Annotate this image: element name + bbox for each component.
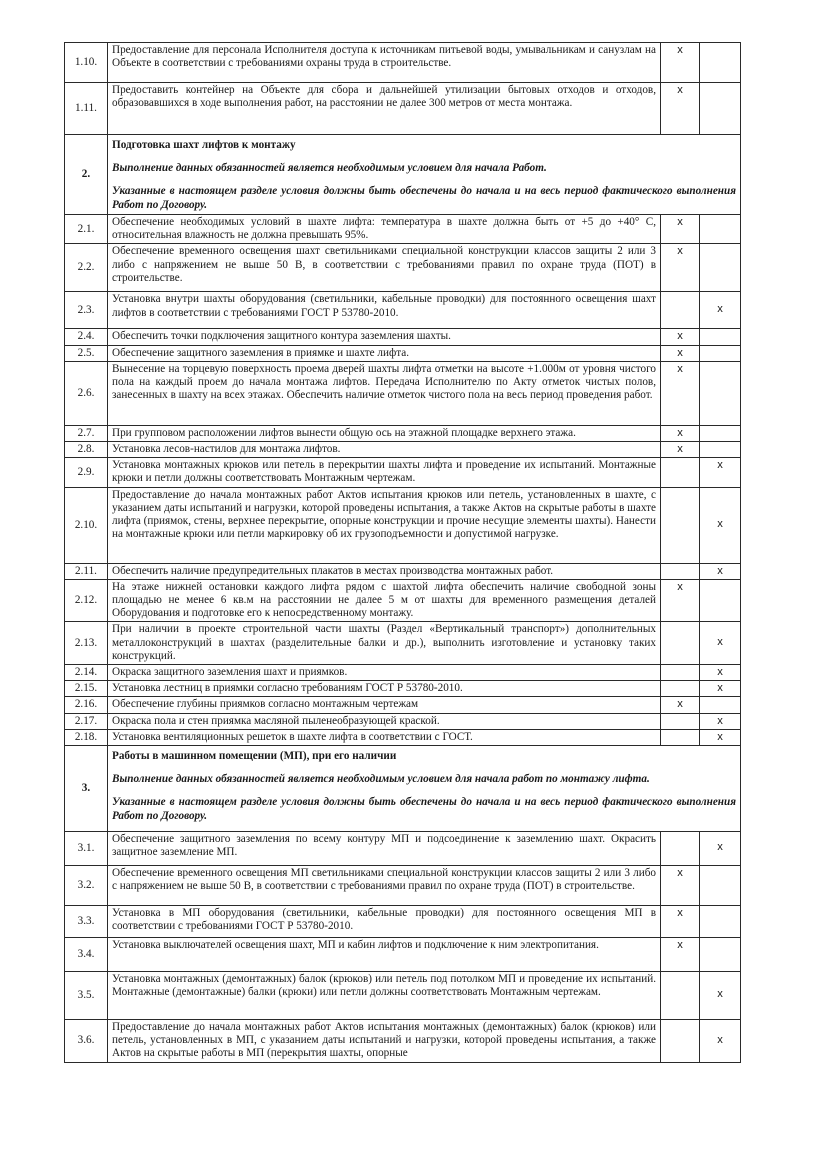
mark-column-1 <box>661 665 700 681</box>
mark-column-1: x <box>661 938 700 972</box>
row-number: 2.9. <box>65 458 108 487</box>
table-row <box>65 487 741 563</box>
mark-column-2 <box>700 244 741 292</box>
table-row <box>65 697 741 713</box>
table-row <box>65 579 741 622</box>
row-number: 2.10. <box>65 487 108 563</box>
row-number: 3.1. <box>65 832 108 866</box>
table-row <box>65 906 741 938</box>
mark-column-2: x <box>700 292 741 329</box>
table-row <box>65 215 741 244</box>
mark-column-2: x <box>700 1020 741 1063</box>
mark-column-2: x <box>700 729 741 745</box>
mark-column-1: x <box>661 906 700 938</box>
mark-column-1 <box>661 1020 700 1063</box>
mark-column-1 <box>661 292 700 329</box>
mark-column-2 <box>700 697 741 713</box>
mark-column-2: x <box>700 665 741 681</box>
obligation-text: Обеспечение временного освещения шахт светильниками специальной конструкции классов защиты 2 или 3 либо с напряжением не выше 50 В, в соответствии с требованиями правил по охране труда (ПОТ) в строительстве. <box>108 244 661 292</box>
table-row <box>65 345 741 361</box>
mark-column-1: x <box>661 329 700 345</box>
table-row <box>65 1020 741 1063</box>
mark-column-2 <box>700 442 741 458</box>
table-row <box>65 938 741 972</box>
section-note: Указанные в настоящем разделе условия должны быть обеспечены до начала и на весь период фактического выполнения Работ по Договору. <box>112 185 736 211</box>
table-row <box>65 866 741 906</box>
obligation-text: Обеспечение защитного заземления по всему контуру МП и подсоединение к заземлению шахт. Окрасить защитное заземление МП. <box>108 832 661 866</box>
obligation-text: Установка выключателей освещения шахт, МП и кабин лифтов и подключение к ним электропитания. <box>108 938 661 972</box>
table-row <box>65 43 741 83</box>
mark-column-1: x <box>661 697 700 713</box>
obligation-text: При наличии в проекте строительной части шахты (Раздел «Вертикальный транспорт») дополнительных металлоконструкций в шахтах (разделительные балки и др.), выполнить изготовление и установку таких конструкций. <box>108 622 661 665</box>
table-row <box>65 458 741 487</box>
mark-column-1: x <box>661 361 700 425</box>
row-number: 2.7. <box>65 425 108 441</box>
mark-column-1: x <box>661 43 700 83</box>
row-number: 3.6. <box>65 1020 108 1063</box>
table-row <box>65 563 741 579</box>
row-number: 2.1. <box>65 215 108 244</box>
row-number: 2.18. <box>65 729 108 745</box>
mark-column-1: x <box>661 866 700 906</box>
row-number: 3.2. <box>65 866 108 906</box>
obligation-text: Предоставить контейнер на Объекте для сбора и дальнейшей утилизации бытовых отходов и отходов, образовавшихся в ходе выполнения работ, на расстоянии не далее 300 метров от места монтажа. <box>108 83 661 135</box>
row-number: 2.5. <box>65 345 108 361</box>
obligation-text: Установка в МП оборудования (светильники, кабельные проводки) для постоянного освещения МП в соответствии с требованиями ГОСТ Р 53780-2010. <box>108 906 661 938</box>
mark-column-2 <box>700 579 741 622</box>
mark-column-2 <box>700 329 741 345</box>
mark-column-2 <box>700 425 741 441</box>
mark-column-2 <box>700 866 741 906</box>
obligation-text: Предоставление для персонала Исполнителя доступа к источникам питьевой воды, умывальникам и санузлам на Объекте в соответствии с требованиями охраны труда в строительстве. <box>108 43 661 83</box>
table-row <box>65 713 741 729</box>
obligation-text: Обеспечить точки подключения защитного контура заземления шахты. <box>108 329 661 345</box>
obligation-text: Обеспечение глубины приямков согласно монтажным чертежам <box>108 697 661 713</box>
row-number: 2.6. <box>65 361 108 425</box>
table-row <box>65 244 741 292</box>
row-number: 2.2. <box>65 244 108 292</box>
mark-column-2 <box>700 906 741 938</box>
obligation-text: Окраска пола и стен приямка масляной пыленеобразующей краской. <box>108 713 661 729</box>
obligation-text: На этаже нижней остановки каждого лифта рядом с шахтой лифта обеспечить наличие свободной зоны площадью не менее 6 кв.м на расстоянии не далее 5 м от шахты для временного размещения деталей Оборудования и подготовке его к непосредственному монтажу. <box>108 579 661 622</box>
obligations-table-body <box>65 43 741 1063</box>
row-number: 2.16. <box>65 697 108 713</box>
mark-column-1: x <box>661 425 700 441</box>
obligations-table <box>64 42 741 1063</box>
section-title: Работы в машинном помещении (МП), при его наличии <box>112 750 397 763</box>
row-number: 2. <box>65 135 108 215</box>
row-number: 1.10. <box>65 43 108 83</box>
mark-column-2: x <box>700 713 741 729</box>
obligation-text: При групповом расположении лифтов вынести общую ось на этажной площадке верхнего этажа. <box>108 425 661 441</box>
mark-column-1: x <box>661 83 700 135</box>
obligation-text: Предоставление до начала монтажных работ Актов испытания крюков или петель, установленных в шахте, с указанием даты испытаний и нагрузки, которой проведены испытания, а также Актов на скрытые работы в шахте лифта (приямок, стены, верхнее перекрытие, опорные конструкции и прочие несущие элементы шахты). Нанести на монтажные крюки или петли маркировку об их грузоподъемности и допустимой нагрузке. <box>108 487 661 563</box>
obligation-text: Вынесение на торцевую поверхность проема дверей шахты лифта отметки на высоте +1.000м от уровня чистого пола на каждый проем до начала монтажа лифтов. Передача Исполнителю по Акту отметок чистых полов, занесенных в шахту на всех этажах. Обеспечить наличие отметок чистого пола на весь период проведения работ. <box>108 361 661 425</box>
row-number: 2.3. <box>65 292 108 329</box>
table-row <box>65 832 741 866</box>
obligation-text: Установка вентиляционных решеток в шахте лифта в соответствии с ГОСТ. <box>108 729 661 745</box>
row-number: 2.8. <box>65 442 108 458</box>
mark-column-2 <box>700 83 741 135</box>
table-row <box>65 681 741 697</box>
section-header <box>108 746 741 832</box>
mark-column-2: x <box>700 487 741 563</box>
mark-column-1: x <box>661 215 700 244</box>
table-row <box>65 972 741 1020</box>
mark-column-2 <box>700 361 741 425</box>
table-row <box>65 622 741 665</box>
row-number: 3. <box>65 746 108 832</box>
mark-column-2: x <box>700 681 741 697</box>
row-number: 2.13. <box>65 622 108 665</box>
obligation-text: Установка внутри шахты оборудования (светильники, кабельные проводки) для постоянного освещения шахт лифтов в соответствии с требованиями ГОСТ Р 53780-2010. <box>108 292 661 329</box>
table-row <box>65 425 741 441</box>
obligation-text: Обеспечение временного освещения МП светильниками специальной конструкции классов защиты 2 или 3 либо с напряжением не выше 50 В, в соответствии с требованиями правил по охране труда (ПОТ) в строительстве. <box>108 866 661 906</box>
mark-column-1 <box>661 681 700 697</box>
mark-column-1 <box>661 458 700 487</box>
obligation-text: Обеспечение необходимых условий в шахте лифта: температура в шахте должна быть от +5 до +40° С, относительная влажность не должна превышать 95%. <box>108 215 661 244</box>
row-number: 2.14. <box>65 665 108 681</box>
row-number: 3.4. <box>65 938 108 972</box>
row-number: 2.11. <box>65 563 108 579</box>
section-note: Выполнение данных обязанностей является необходимым условием для начала Работ. <box>112 162 547 175</box>
row-number: 2.15. <box>65 681 108 697</box>
table-row <box>65 361 741 425</box>
mark-column-1 <box>661 487 700 563</box>
obligation-text: Обеспечение защитного заземления в приямке и шахте лифта. <box>108 345 661 361</box>
section-title: Подготовка шахт лифтов к монтажу <box>112 139 296 151</box>
table-row <box>65 292 741 329</box>
obligation-text: Обеспечить наличие предупредительных плакатов в местах производства монтажных работ. <box>108 563 661 579</box>
table-row <box>65 329 741 345</box>
row-number: 1.11. <box>65 83 108 135</box>
section-note: Выполнение данных обязанностей является необходимым условием для начала работ по монтажу лифта. <box>112 773 650 786</box>
table-row <box>65 665 741 681</box>
table-row <box>65 442 741 458</box>
row-number: 3.3. <box>65 906 108 938</box>
mark-column-1: x <box>661 442 700 458</box>
obligation-text: Установка лестниц в приямки согласно требованиям ГОСТ Р 53780-2010. <box>108 681 661 697</box>
row-number: 2.12. <box>65 579 108 622</box>
mark-column-1 <box>661 972 700 1020</box>
row-number: 2.17. <box>65 713 108 729</box>
mark-column-1: x <box>661 244 700 292</box>
obligation-text: Установка монтажных крюков или петель в перекрытии шахты лифта и проведение их испытаний. Монтажные крюки и петли должны соответствовать Монтажным чертежам. <box>108 458 661 487</box>
mark-column-1 <box>661 563 700 579</box>
mark-column-2: x <box>700 972 741 1020</box>
mark-column-1: x <box>661 345 700 361</box>
table-row <box>65 83 741 135</box>
section-row <box>65 135 741 215</box>
table-row <box>65 729 741 745</box>
section-row <box>65 746 741 832</box>
mark-column-1 <box>661 832 700 866</box>
obligation-text: Окраска защитного заземления шахт и приямков. <box>108 665 661 681</box>
mark-column-1 <box>661 622 700 665</box>
mark-column-1: x <box>661 579 700 622</box>
obligation-text: Установка монтажных (демонтажных) балок (крюков) или петель под потолком МП и проведение их испытаний. Монтажные (демонтажные) балки (крюки) или петли должны соответствовать Монтажным чертежам. <box>108 972 661 1020</box>
obligation-text: Установка лесов-настилов для монтажа лифтов. <box>108 442 661 458</box>
section-header <box>108 135 741 215</box>
mark-column-2: x <box>700 563 741 579</box>
mark-column-2: x <box>700 458 741 487</box>
mark-column-2 <box>700 215 741 244</box>
mark-column-2: x <box>700 622 741 665</box>
mark-column-2 <box>700 345 741 361</box>
mark-column-2 <box>700 43 741 83</box>
mark-column-1 <box>661 713 700 729</box>
row-number: 3.5. <box>65 972 108 1020</box>
mark-column-2: x <box>700 832 741 866</box>
section-note: Указанные в настоящем разделе условия должны быть обеспечены до начала и на весь период фактического выполнения Работ по Договору. <box>112 796 736 822</box>
row-number: 2.4. <box>65 329 108 345</box>
mark-column-1 <box>661 729 700 745</box>
obligation-text: Предоставление до начала монтажных работ Актов испытания монтажных (демонтажных) балок (крюков) или петель, установленных в МП, с указанием даты испытаний и нагрузки, которой проведены испытания, а также Актов на скрытые работы в МП (перекрытия шахты, опорные <box>108 1020 661 1063</box>
mark-column-2 <box>700 938 741 972</box>
